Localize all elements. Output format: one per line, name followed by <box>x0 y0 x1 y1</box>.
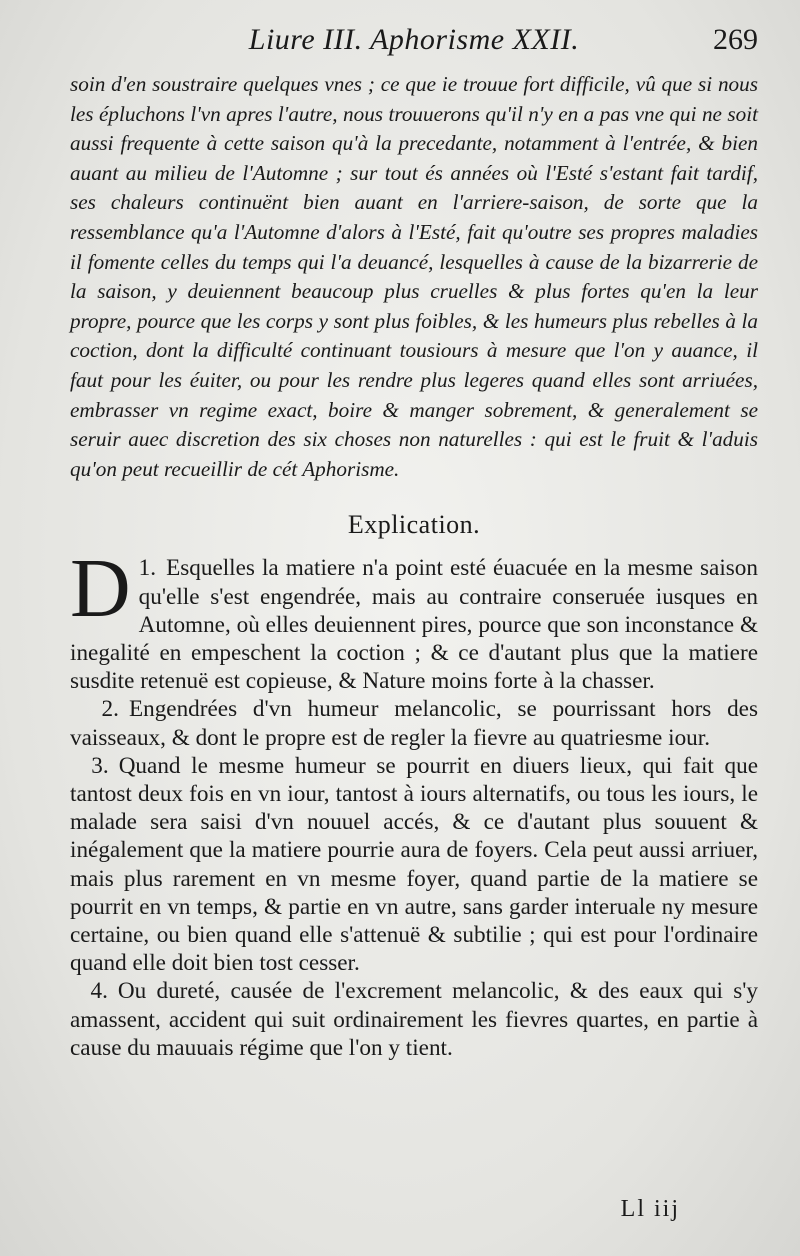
drop-cap: D <box>70 542 131 636</box>
paragraph-4 <box>70 977 758 1062</box>
paragraph-2 <box>70 695 758 751</box>
paragraph-text: Engendrées d'vn humeur melancolic, se pourrissant hors des vaisseaux, & dont le propre est de regler la fievre au quatriesme iour. <box>70 696 758 751</box>
paragraph-number: 3. <box>91 752 109 779</box>
signature-mark: Ll iij <box>620 1196 680 1222</box>
paragraph-number: 1. <box>138 555 157 582</box>
paragraph-number: 4. <box>90 978 108 1005</box>
section-title: Explication. <box>347 510 481 540</box>
paragraph-text: Esquelles la matiere n'a point esté éuacuée en la mesme saison qu'elle s'est engendrée, mais au contraire conseruée iusques en Automne, où elles deuiennent pires, pource que son inconstance & inegalité en empeschent la coction ; & ce d'autant plus que la matiere susdite retenuë est copieuse, & Nature moins forte à la chasser. <box>70 555 758 695</box>
paragraph-number: 2. <box>101 696 119 723</box>
paragraph-text: Ou dureté, causée de l'excrement melancolic, & des eaux qui s'y amassent, accident qui suit ordinairement les fievres quartes, en partie à cause du mauuais régime que l'on y tient. <box>70 978 759 1061</box>
running-title: Liure III. Aphorisme XXII. <box>248 23 580 56</box>
running-header <box>70 22 758 58</box>
paragraph-text: Quand le mesme humeur se pourrit en diuers lieux, qui fait que tantost deux fois en vn iour, tantost à iours alternatifs, ou tous les iours, le malade sera saisi d'vn nouuel accés, & ce d'autant plus souuent & inégalement que la matiere pourrie aura de foyers. Cela peut aussi arriuer, mais plus rarement en vn mesme foyer, quand partie de la matiere se pourrit en vn temps, & partie en vn autre, sans garder interuale ny mesure certaine, ou bien quand elle s'attenuë & subtilie ; qui est pour l'ordinaire quand elle doit bien tost cesser. <box>70 752 758 977</box>
paragraph-1 <box>70 542 758 695</box>
page-number: 269 <box>713 23 758 56</box>
paragraph-3 <box>70 752 758 978</box>
intro-paragraph: soin d'en soustraire quelques vnes ; ce que ie trouue fort difficile, vû que si nous les épluchons l'vn apres l'autre, nous trouuerons qu'il n'y en a pas vne qui ne soit aussi frequente à cette saison qu'à la precedante, notamment à l'entrée, & bien auant au milieu de l'Automne ; sur tout és années où l'Esté s'estant fait tardif, ses chaleurs continuënt bien auant en l'arriere-saison, de sorte que la ressemblance qu'a l'Automne d'alors à l'Esté, fait qu'outre ses propres maladies il fomente celles du temps qui l'a deuancé, lesquelles à cause de la bizarrerie de la saison, y deuiennent beaucoup plus cruelles & plus fortes qu'en la leur propre, pource que les corps y sont plus foibles, & les humeurs plus rebelles à la coction, dont la difficulté continuant tousiours à mesure que l'on y auance, il faut pour les éuiter, ou pour les rendre plus legeres quand elles sont arriuées, embrasser vn regime exact, boire & manger sobrement, & generalement se seruir auec discretion des six choses non naturelles : qui est le fruit & l'aduis qu'on peut recueillir de cét Aphorisme. <box>70 72 758 481</box>
